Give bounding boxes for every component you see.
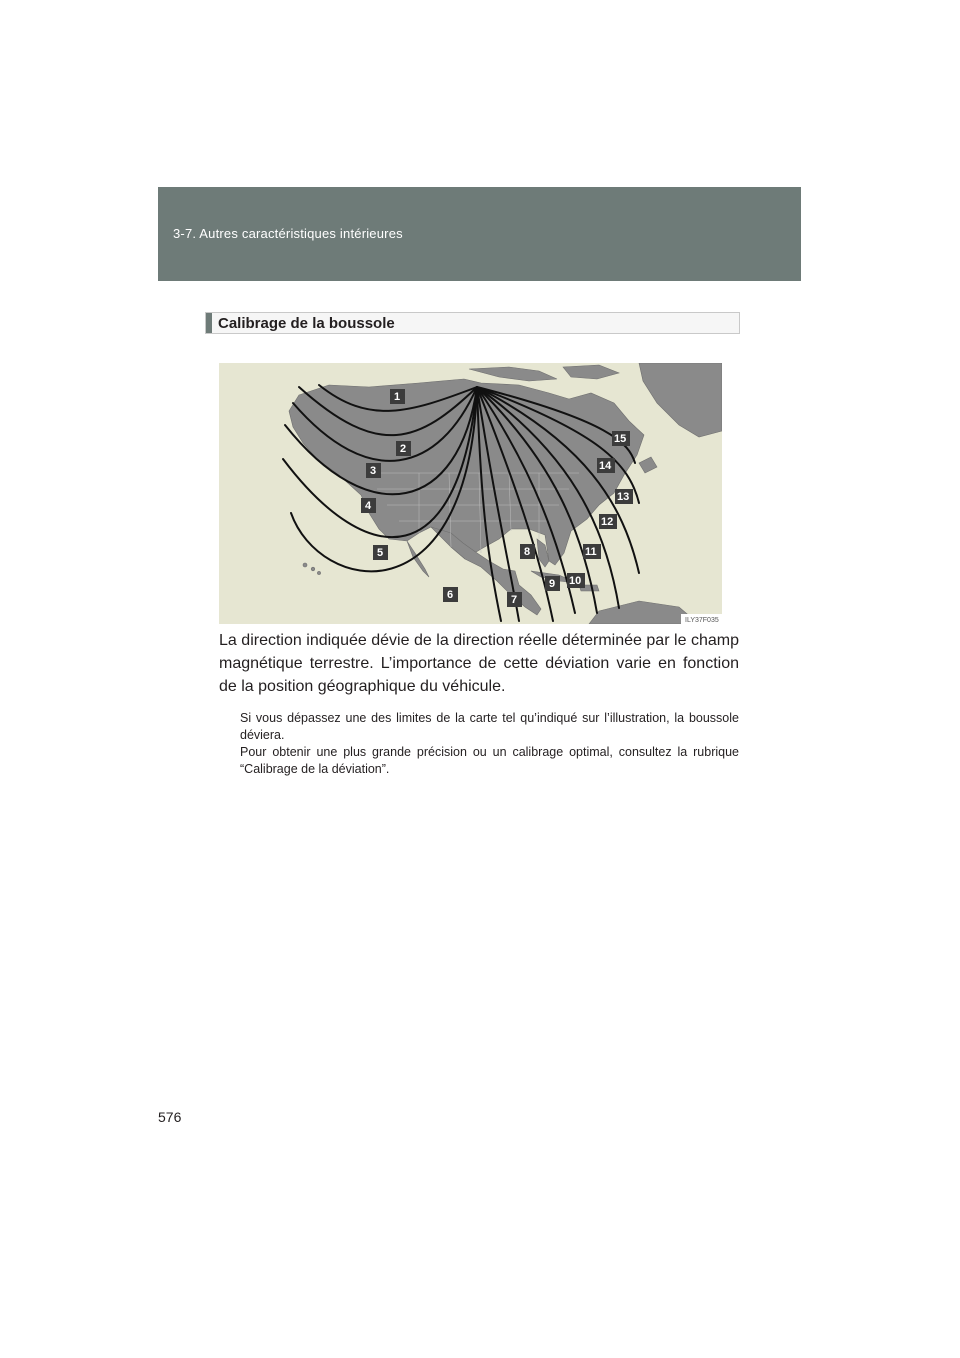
zone-label-5: [373, 545, 388, 560]
zone-label-2: [396, 441, 411, 456]
zone-label-13: [615, 489, 633, 504]
arctic-island2-land: [563, 365, 619, 379]
svg-text:11: 11: [585, 546, 597, 558]
greenland-land: [639, 363, 722, 437]
note-block: [240, 710, 739, 778]
svg-text:14: 14: [599, 460, 612, 472]
zone-label-1: [390, 389, 405, 404]
svg-text:15: 15: [614, 433, 627, 445]
svg-text:5: 5: [377, 547, 384, 559]
page-number: 576: [158, 1109, 182, 1125]
note-line-2: Pour obtenir une plus grande précision ou un calibrage optimal, consultez la rubrique “Calibrage de la déviation”.: [240, 745, 739, 776]
svg-text:3: 3: [370, 465, 377, 477]
svg-text:10: 10: [569, 575, 582, 587]
svg-text:13: 13: [617, 491, 630, 503]
arctic-islands-land: [469, 367, 557, 381]
zone-label-4: [361, 498, 376, 513]
zone-label-15: [612, 431, 630, 446]
newfoundland-land: [639, 457, 657, 473]
zone-label-7: [507, 592, 522, 607]
compass-zone-map: [219, 363, 722, 624]
svg-text:7: 7: [511, 594, 518, 606]
zone-label-14: [597, 458, 615, 473]
header-section-title: 3-7. Autres caractéristiques intérieures: [173, 226, 403, 241]
figure-code: ILY37F035: [685, 617, 719, 624]
svg-text:1: 1: [394, 391, 401, 403]
body-paragraph: La direction indiquée dévie de la direction réelle déterminée par le champ magnétique terrestre. L’importance de cette déviation varie en fonction de la position géographique du véhicule.: [219, 632, 739, 695]
svg-text:12: 12: [601, 516, 614, 528]
zone-label-11: [583, 544, 601, 559]
zone-label-9: [545, 576, 560, 591]
svg-text:6: 6: [447, 589, 454, 601]
note-line-1: Si vous dépassez une des limites de la carte tel qu’indiqué sur l’illustration, la boussole déviera.: [240, 711, 739, 742]
svg-text:2: 2: [400, 443, 407, 455]
svg-text:9: 9: [549, 578, 556, 590]
compass-zone-map-svg: [219, 363, 722, 624]
baja-land: [407, 541, 429, 577]
svg-text:4: 4: [365, 500, 372, 512]
section-heading-accent: [206, 313, 212, 333]
section-heading-bar: [205, 312, 740, 334]
zone-label-3: [366, 463, 381, 478]
zone-label-12: [599, 514, 617, 529]
zone-label-10: [567, 573, 585, 588]
zone-label-8: [520, 544, 535, 559]
header-band: [158, 187, 801, 281]
zone-label-6: [443, 587, 458, 602]
svg-text:8: 8: [524, 546, 531, 558]
section-title: Calibrage de la boussole: [218, 315, 395, 332]
